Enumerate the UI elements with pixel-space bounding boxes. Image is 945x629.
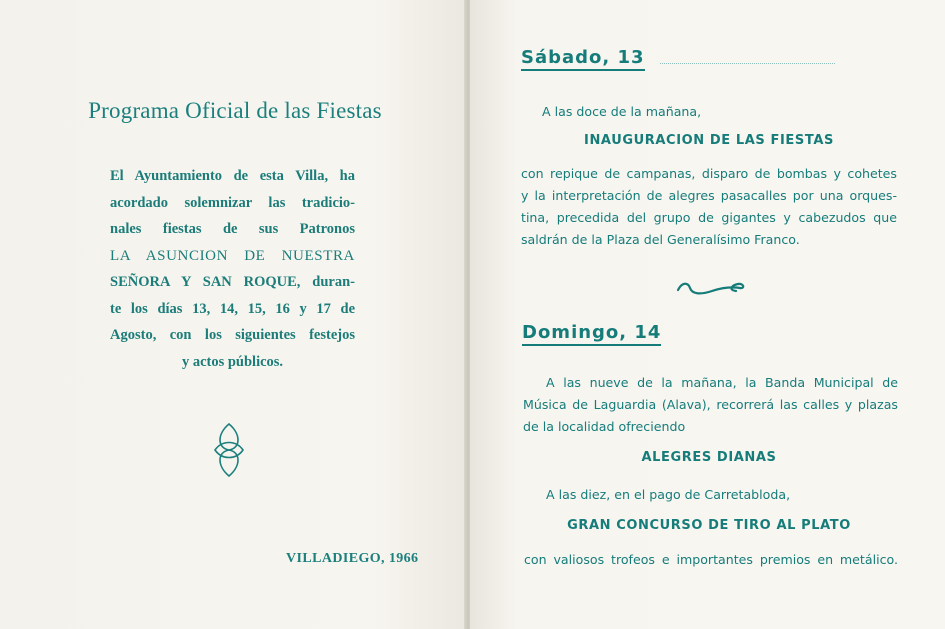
day-heading-sunday	[522, 322, 661, 343]
intro-line: A las nueve de la mañana, la Banda Municipal de	[546, 375, 898, 390]
place-date-signature: VILLADIEGO, 1966	[286, 551, 419, 566]
desc-line: tina, precedida del grupo de gigantes y cabezudos que	[521, 210, 897, 225]
sunday-description	[524, 549, 898, 571]
event-clay-shooting: GRAN CONCURSO DE TIRO AL PLATO	[567, 518, 851, 533]
intro-line: nales fiestas de sus Patronos	[110, 221, 355, 237]
program-title: Programa Oficial de las Fiestas	[88, 98, 382, 123]
day-heading-text: Sábado, 13	[521, 47, 645, 71]
intro-line: LA ASUNCION DE NUESTRA	[110, 247, 355, 264]
interlaced-loops-ornament-icon	[212, 422, 246, 478]
desc-line: y la interpretación de alegres pasacalles por una orques-	[521, 188, 897, 203]
intro-line: te los días 13, 14, 15, 16 y 17 de	[110, 300, 355, 317]
dotted-rule	[660, 63, 835, 64]
left-page	[0, 0, 466, 629]
saturday-description	[521, 163, 897, 251]
intro-line: y actos públicos.	[181, 353, 284, 370]
swash-divider-icon	[676, 278, 746, 298]
desc-line: con repique de campanas, disparo de bombas y cohetes	[521, 166, 897, 181]
saturday-time: A las doce de la mañana,	[542, 104, 702, 119]
intro-line: El Ayuntamiento de esta Villa, ha	[110, 168, 355, 184]
intro-line: de la localidad ofreciendo	[523, 419, 686, 434]
intro-paragraph	[110, 163, 355, 375]
intro-line: SEÑORA Y SAN ROQUE, duran-	[110, 274, 355, 290]
intro-line: Agosto, con los siguientes festejos	[110, 327, 355, 343]
day-heading-saturday	[521, 47, 645, 68]
sunday-intro	[523, 372, 898, 438]
event-dianas: ALEGRES DIANAS	[641, 450, 777, 465]
day-heading-text: Domingo, 14	[522, 322, 661, 346]
intro-line: Música de Laguardia (Alava), recorrerá las calles y plazas	[523, 397, 898, 412]
desc-line: con valiosos trofeos e importantes premios en metálico.	[524, 552, 898, 567]
intro-line: acordado solemnizar las tradicio-	[110, 194, 355, 211]
right-page	[470, 0, 945, 629]
desc-line: saldrán de la Plaza del Generalísimo Franco.	[521, 232, 800, 247]
sunday-time-2: A las diez, en el pago de Carretabloda,	[546, 487, 791, 502]
event-inauguration: INAUGURACION DE LAS FIESTAS	[584, 133, 834, 148]
